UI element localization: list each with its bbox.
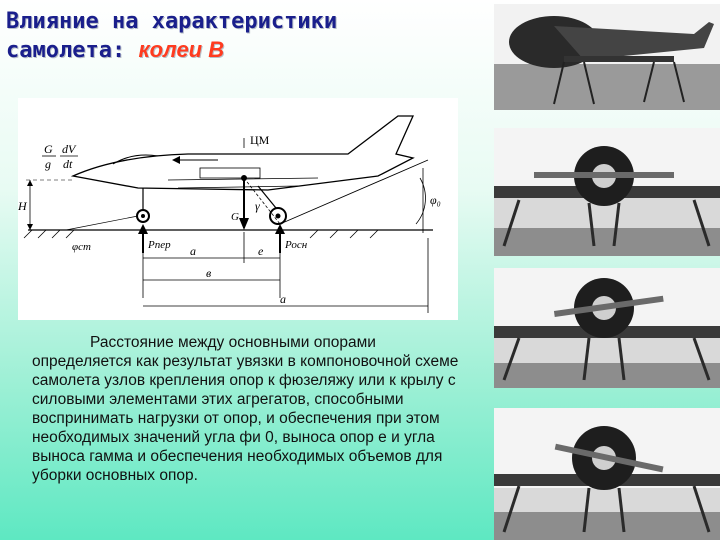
title-accent: колеи В xyxy=(138,37,225,62)
diagram-label-p-main: Росн xyxy=(285,239,308,251)
diagram-label-p-front: Рпер xyxy=(148,239,171,251)
title-line-2 xyxy=(6,36,486,65)
diagram-label-g-force: G xyxy=(231,211,239,223)
landing-gear-diagram xyxy=(18,98,458,320)
front-view-aircraft-photo-3 xyxy=(494,408,720,540)
diagram-label-phi-st: φст xyxy=(72,241,91,253)
diagram-label-h: Н xyxy=(18,199,27,213)
diagram-formula-dv: dV xyxy=(62,142,76,156)
diagram-formula-dt: dt xyxy=(63,157,73,171)
slide-title xyxy=(6,8,486,65)
title-line-2-prefix: самолета: xyxy=(6,38,139,63)
description-rest: определяется как результат увязки в компоновочной схеме самолета узлов крепления опор к фюзеляжу или к крылу с силовыми элементами этих агрегатов, способными воспринимать нагрузки от опор, и обеспечения при этом необходимых значений угла фи 0, выноса опор е и угла выноса гамма и обеспечения необходимых объемов для уборки основных опор. xyxy=(32,353,459,484)
diagram-formula-g-den: g xyxy=(45,157,51,171)
diagram-dim-a-big: а xyxy=(280,292,286,306)
diagram-label-phi0: φ₀ xyxy=(430,193,441,207)
title-line-1: Влияние на характеристики xyxy=(6,9,338,34)
description-first-line: Расстояние между основными опорами xyxy=(90,334,376,351)
front-view-aircraft-photo-1 xyxy=(494,128,720,256)
diagram-dim-a-small: а xyxy=(190,244,196,258)
side-view-aircraft-photo xyxy=(494,4,720,110)
description-text xyxy=(32,333,492,485)
diagram-formula-g: G xyxy=(44,142,53,156)
front-view-aircraft-photo-2 xyxy=(494,268,720,388)
diagram-dim-e: е xyxy=(258,244,264,258)
photo-column xyxy=(494,4,720,540)
diagram-dim-b: в xyxy=(206,266,212,280)
diagram-label-cm: ЦМ xyxy=(250,133,270,147)
diagram-label-gamma: γ xyxy=(255,199,260,213)
